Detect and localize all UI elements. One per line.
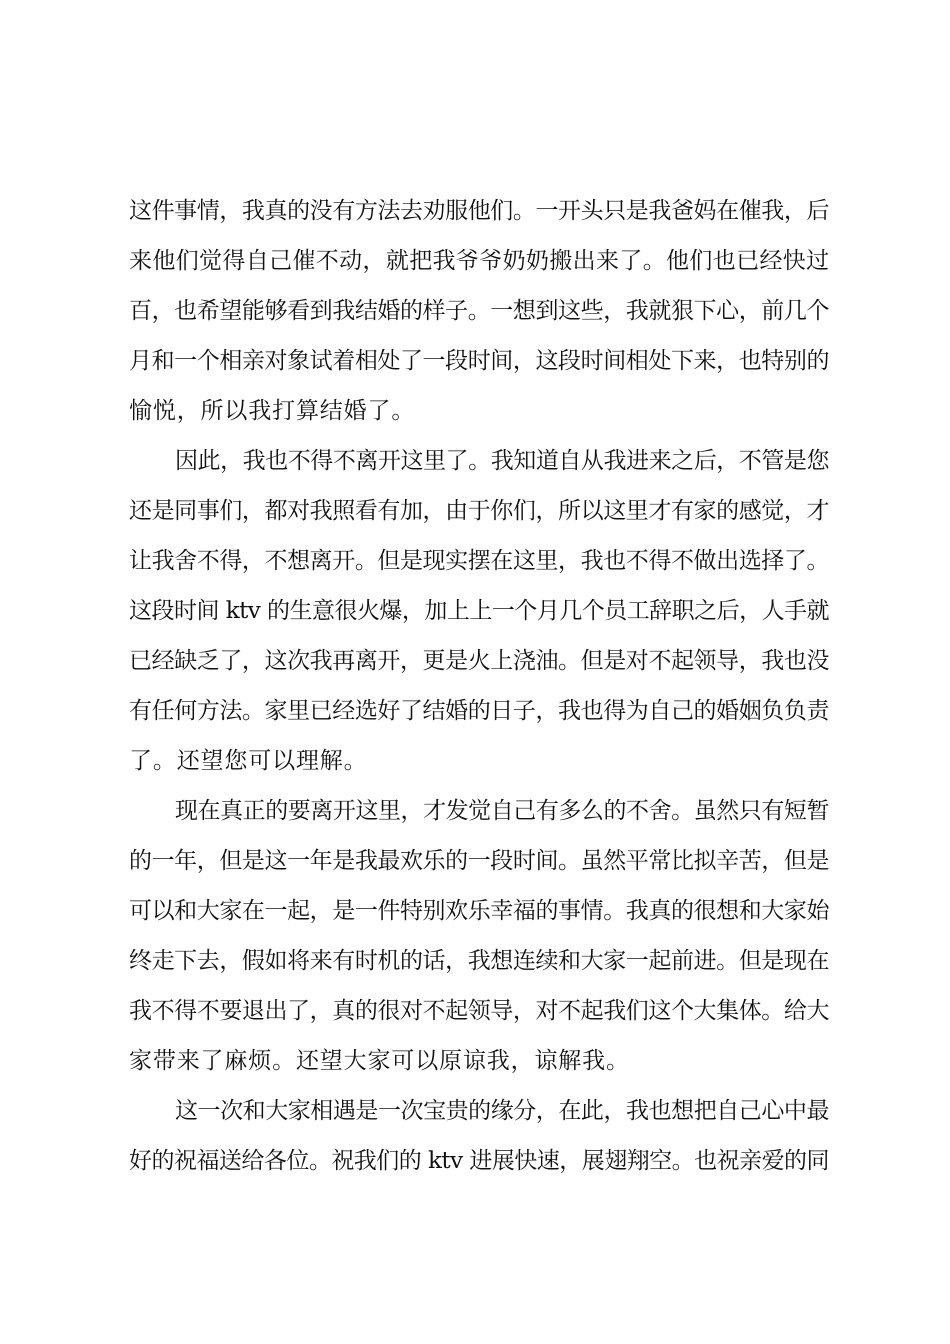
text-line: 有任何方法。家里已经选好了结婚的日子，我也得为自己的婚姻负负责 [129,698,829,724]
body-text [129,186,829,1186]
text-line: 我不得不要退出了，真的很对不起领导，对不起我们这个大集体。给大 [129,998,829,1024]
text-line: 好的祝福送给各位。祝我们的 ktv 进展快速，展翅翔空。也祝亲爱的同 [129,1148,829,1174]
text-line: 已经缺乏了，这次我再离开，更是火上浇油。但是对不起领导，我也没 [129,648,829,674]
text-line: 来他们觉得自己催不动，就把我爷爷奶奶搬出来了。他们也已经快过 [129,248,830,274]
text-line: 愉悦，所以我打算结婚了。 [129,398,416,424]
text-line: 还是同事们，都对我照看有加，由于你们，所以这里才有家的感觉，才 [129,498,829,524]
text-line: 的一年，但是这一年是我最欢乐的一段时间。虽然平常比拟辛苦，但是 [129,848,829,874]
text-line: 可以和大家在一起，是一件特别欢乐幸福的事情。我真的很想和大家始 [129,898,829,924]
text-line: 因此，我也不得不离开这里了。我知道自从我进来之后，不管是您 [175,448,829,474]
text-line: 这件事情，我真的没有方法去劝服他们。一开头只是我爸妈在催我，后 [129,198,829,224]
text-line: 月和一个相亲对象试着相处了一段时间，这段时间相处下来，也特别的 [129,348,829,374]
text-line: 终走下去，假如将来有时机的话，我想连续和大家一起前进。但是现在 [129,948,829,974]
text-line: 家带来了麻烦。还望大家可以原谅我，谅解我。 [129,1048,630,1074]
text-line: 百，也希望能够看到我结婚的样子。一想到这些，我就狠下心，前几个 [129,298,829,324]
text-line: 这一次和大家相遇是一次宝贵的缘分，在此，我也想把自己心中最 [175,1098,829,1124]
text-line: 让我舍不得，不想离开。但是现实摆在这里，我也不得不做出选择了。 [129,548,829,574]
text-line: 了。还望您可以理解。 [129,748,368,774]
text-line: 这段时间 ktv 的生意很火爆，加上上一个月几个员工辞职之后，人手就 [129,598,829,624]
text-line: 现在真正的要离开这里，才发觉自己有多么的不舍。虽然只有短暂 [175,798,829,824]
